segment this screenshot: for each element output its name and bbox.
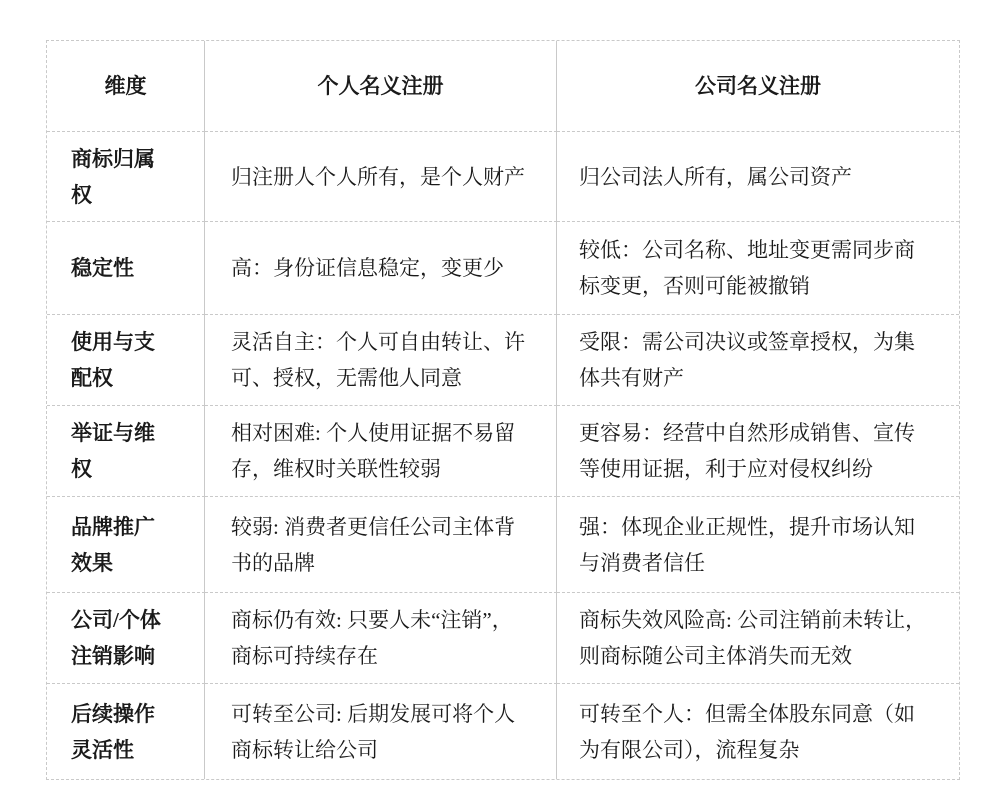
row-dimension-label: 使用与支配权 bbox=[47, 315, 205, 406]
cell-personal: 较弱: 消费者更信任公司主体背书的品牌 bbox=[205, 497, 557, 593]
cell-personal: 相对困难: 个人使用证据不易留存，维权时关联性较弱 bbox=[205, 406, 557, 497]
row-dimension-label: 后续操作灵活性 bbox=[47, 684, 205, 779]
table-row bbox=[47, 222, 959, 315]
table-row bbox=[47, 497, 959, 593]
row-dimension-label: 品牌推广效果 bbox=[47, 497, 205, 593]
table-row bbox=[47, 315, 959, 406]
cell-personal: 商标仍有效: 只要人未“注销”，商标可持续存在 bbox=[205, 593, 557, 684]
row-dimension-label: 公司/个体注销影响 bbox=[47, 593, 205, 684]
row-dimension-label: 举证与维权 bbox=[47, 406, 205, 497]
table-row bbox=[47, 593, 959, 684]
row-dimension-label: 商标归属权 bbox=[47, 132, 205, 222]
header-dimension: 维度 bbox=[47, 41, 205, 132]
table-row bbox=[47, 132, 959, 222]
table-header-row bbox=[47, 41, 959, 132]
cell-company: 受限：需公司决议或签章授权，为集体共有财产 bbox=[557, 315, 959, 406]
table-row bbox=[47, 406, 959, 497]
table-row bbox=[47, 684, 959, 779]
cell-company: 较低：公司名称、地址变更需同步商标变更，否则可能被撤销 bbox=[557, 222, 959, 315]
cell-company: 归公司法人所有，属公司资产 bbox=[557, 132, 959, 222]
header-company-registration: 公司名义注册 bbox=[557, 41, 959, 132]
cell-personal: 灵活自主：个人可自由转让、许可、授权，无需他人同意 bbox=[205, 315, 557, 406]
cell-company: 更容易：经营中自然形成销售、宣传等使用证据，利于应对侵权纠纷 bbox=[557, 406, 959, 497]
cell-personal: 可转至公司: 后期发展可将个人商标转让给公司 bbox=[205, 684, 557, 779]
cell-personal: 归注册人个人所有，是个人财产 bbox=[205, 132, 557, 222]
cell-company: 商标失效风险高: 公司注销前未转让，则商标随公司主体消失而无效 bbox=[557, 593, 959, 684]
cell-personal: 高：身份证信息稳定，变更少 bbox=[205, 222, 557, 315]
cell-company: 强：体现企业正规性，提升市场认知与消费者信任 bbox=[557, 497, 959, 593]
comparison-table bbox=[46, 40, 960, 780]
header-personal-registration: 个人名义注册 bbox=[205, 41, 557, 132]
row-dimension-label: 稳定性 bbox=[47, 222, 205, 315]
cell-company: 可转至个人：但需全体股东同意（如为有限公司），流程复杂 bbox=[557, 684, 959, 779]
